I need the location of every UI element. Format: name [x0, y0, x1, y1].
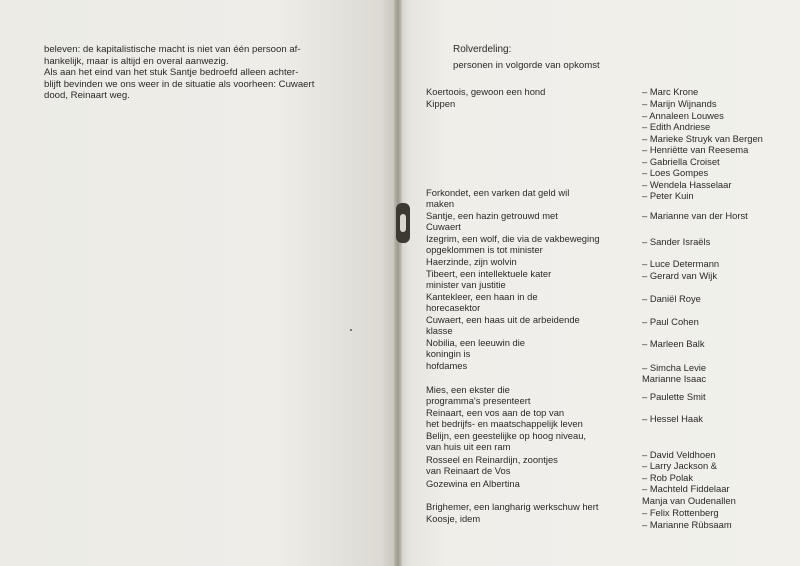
- actor-name: – Henriëtte van Reesema: [642, 144, 749, 155]
- actor-name: – Felix Rottenberg: [642, 507, 719, 518]
- role-line: minister van justitie: [426, 279, 506, 291]
- role-entry: [426, 478, 641, 489]
- role-line: Kantekleer, een haan in de: [426, 291, 538, 302]
- role-line: maken: [426, 198, 455, 210]
- role-entry: [426, 233, 641, 256]
- actor-name: – Luce Determann: [642, 258, 720, 269]
- role-entry: [426, 407, 641, 430]
- actor-name: – Daniël Roye: [642, 293, 701, 304]
- intro-paragraph: [44, 44, 374, 102]
- actor-name: – Marijn Wijnands: [642, 98, 717, 109]
- actor-name: – Gabriella Croiset: [642, 156, 720, 167]
- role-line: Forkondet, een varken dat geld wil: [426, 187, 570, 198]
- actor-name: – Marieke Struyk van Bergen: [642, 133, 763, 144]
- actor-name: – Larry Jackson &: [642, 460, 718, 471]
- actor-name: – Sander Israëls: [642, 236, 711, 247]
- role-entry: [426, 268, 641, 291]
- role-line: Mies, een ekster die: [426, 384, 510, 395]
- role-line: Nobilia, een leeuwin die: [426, 337, 526, 348]
- paper-speck: [350, 329, 352, 331]
- actor-name: – Marianne Rübsaam: [642, 519, 732, 530]
- role-entry: [426, 513, 641, 524]
- role-line: opgeklommen is tot minister: [426, 244, 543, 256]
- role-line: hofdames: [426, 360, 468, 371]
- role-line: Belijn, een geestelijke op hoog niveau,: [426, 430, 587, 441]
- actor-name: Manja van Oudenallen: [642, 495, 736, 506]
- role-line: Kippen: [426, 98, 456, 109]
- role-line: Haerzinde, zijn wolvin: [426, 256, 517, 267]
- role-line: koningin is: [426, 348, 471, 360]
- role-entry: [426, 314, 641, 337]
- actor-name: – Wendela Hasselaar: [642, 179, 732, 190]
- role-entry: [426, 86, 641, 97]
- role-line: Cuwaert, een haas uit de arbeidende: [426, 314, 580, 325]
- actor-name: – Gerard van Wijk: [642, 270, 718, 281]
- role-line: het bedrijfs- en maatschappelijk leven: [426, 418, 583, 430]
- role-line: Koertoois, gewoon een hond: [426, 86, 546, 97]
- role-entry: [426, 454, 641, 477]
- role-entry: [426, 501, 641, 512]
- role-line: Cuwaert: [426, 221, 461, 233]
- actor-name: Marianne Isaac: [642, 373, 707, 384]
- cast-subtitle: personen in volgorde van opkomst: [453, 60, 600, 71]
- actor-name: – Rob Polak: [642, 472, 694, 483]
- actor-name: – Paul Cohen: [642, 316, 699, 327]
- role-entry: [426, 187, 641, 210]
- role-line: Tibeert, een intellektuele kater: [426, 268, 552, 279]
- role-line: Brighemer, een langharig werkschuw hert: [426, 501, 599, 512]
- actor-name: – Marleen Balk: [642, 338, 705, 349]
- role-entry: [426, 360, 641, 371]
- actor-name: – Paulette Smit: [642, 391, 706, 402]
- role-entry: [426, 384, 641, 407]
- actor-name: – Loes Gompes: [642, 167, 709, 178]
- spine-fold: [394, 0, 402, 566]
- role-entry: [426, 430, 641, 453]
- actor-name: – Machteld Fiddelaar: [642, 483, 730, 494]
- role-line: horecasektor: [426, 302, 481, 314]
- role-entry: [426, 210, 641, 233]
- binding-tear-inner: [400, 214, 406, 232]
- role-line: Reinaart, een vos aan de top van: [426, 407, 565, 418]
- actor-name: – Annaleen Louwes: [642, 110, 724, 121]
- role-line: Santje, een hazin getrouwd met: [426, 210, 558, 221]
- cast-title: Rolverdeling:: [453, 44, 512, 55]
- intro-line: hankelijk, maar is altijd en overal aanwezig.: [44, 55, 229, 67]
- role-line: Rosseel en Reinardijn, zoontjes: [426, 454, 558, 465]
- role-line: Gozewina en Albertina: [426, 478, 520, 489]
- role-entry: [426, 291, 641, 314]
- role-entry: [426, 337, 641, 360]
- actor-name: – Marianne van der Horst: [642, 210, 748, 221]
- actor-name: – Peter Kuin: [642, 190, 694, 201]
- actor-name: – David Veldhoen: [642, 449, 716, 460]
- intro-line: beleven: de kapitalistische macht is niet van één persoon af-: [44, 44, 301, 55]
- role-line: van Reinaart de Vos: [426, 465, 511, 477]
- intro-line: Als aan het eind van het stuk Santje bedroefd alleen achter-: [44, 67, 299, 79]
- role-line: klasse: [426, 325, 453, 337]
- intro-line: blijft bevinden we ons weer in de situatie als voorheen: Cuwaert: [44, 78, 315, 90]
- actor-name: – Simcha Levie: [642, 362, 707, 373]
- role-entry: [426, 256, 641, 267]
- actor-name: – Marc Krone: [642, 86, 699, 97]
- role-entry: [426, 98, 641, 109]
- actor-name: – Hessel Haak: [642, 413, 703, 424]
- intro-line: dood, Reinaart weg.: [44, 90, 130, 102]
- role-line: programma's presenteert: [426, 395, 531, 407]
- role-line: Izegrim, een wolf, die via de vakbeweging: [426, 233, 600, 244]
- role-line: Koosje, idem: [426, 513, 481, 524]
- role-line: van huis uit een ram: [426, 441, 511, 453]
- actor-name: – Edith Andriese: [642, 121, 711, 132]
